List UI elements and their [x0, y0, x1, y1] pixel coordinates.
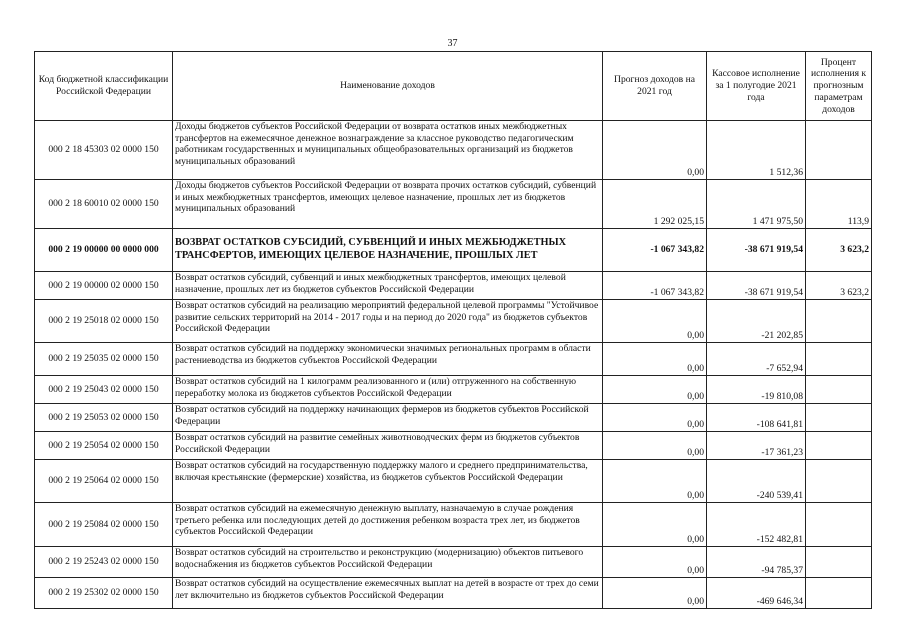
header-forecast: Прогноз доходов на 2021 год	[603, 52, 707, 121]
row-code: 000 2 19 25064 02 0000 150	[35, 460, 173, 503]
row-forecast: -1 067 343,82	[603, 272, 707, 300]
page-number: 37	[447, 38, 458, 49]
header-percent: Процент исполнения к прогнозным параметрам доходов	[806, 52, 872, 121]
row-code: 000 2 19 25018 02 0000 150	[35, 300, 173, 343]
table-row	[35, 547, 872, 578]
row-forecast: 0,00	[603, 343, 707, 376]
row-actual: -38 671 919,54	[707, 272, 806, 300]
row-name: Возврат остатков субсидий на развитие семейных животноводческих ферм из бюджетов субъектов Российской Федерации	[173, 432, 603, 460]
row-percent	[806, 503, 872, 547]
row-forecast: 0,00	[603, 460, 707, 503]
row-name: Возврат остатков субсидий на государственную поддержку малого и среднего предпринимательства, включая крестьянские (фермерские) хозяйства, из бюджетов субъектов Российской Федерации	[173, 460, 603, 503]
row-percent: 113,9	[806, 180, 872, 229]
row-percent	[806, 404, 872, 432]
row-code: 000 2 19 00000 00 0000 000	[35, 229, 173, 272]
row-actual: -240 539,41	[707, 460, 806, 503]
row-percent	[806, 432, 872, 460]
row-forecast: 0,00	[603, 376, 707, 404]
table-row	[35, 180, 872, 229]
table-row	[35, 578, 872, 609]
header-code: Код бюджетной классификации Российской Федерации	[35, 52, 173, 121]
row-name: Возврат остатков субсидий на поддержку экономически значимых региональных программ в области растениеводства из бюджетов субъектов Российской Федерации	[173, 343, 603, 376]
row-code: 000 2 19 25043 02 0000 150	[35, 376, 173, 404]
row-percent: 3 623,2	[806, 272, 872, 300]
row-name: Возврат остатков субсидий на строительство и реконструкцию (модернизацию) объектов питьевого водоснабжения из бюджетов субъектов Российской Федерации	[173, 547, 603, 578]
row-code: 000 2 19 25084 02 0000 150	[35, 503, 173, 547]
table-row	[35, 300, 872, 343]
row-percent	[806, 460, 872, 503]
row-forecast: 0,00	[603, 503, 707, 547]
row-name: Доходы бюджетов субъектов Российской Федерации от возврата прочих остатков субсидий, субвенций и иных межбюджетных трансфертов, имеющих целевое назначение, прошлых лет из бюджетов муниципальных образований	[173, 180, 603, 229]
row-name: Возврат остатков субсидий на осуществление ежемесячных выплат на детей в возрасте от трех до семи лет включительно из бюджетов субъектов Российской Федерации	[173, 578, 603, 609]
row-name: Возврат остатков субсидий на реализацию мероприятий федеральной целевой программы "Устойчивое развитие сельских территорий на 2014 - 2017 годы и на период до 2020 года" из бюджетов субъектов Российской Федерации	[173, 300, 603, 343]
row-actual: 1 512,36	[707, 121, 806, 180]
row-name: Возврат остатков субсидий на поддержку начинающих фермеров из бюджетов субъектов Российской Федерации	[173, 404, 603, 432]
row-code: 000 2 19 00000 02 0000 150	[35, 272, 173, 300]
row-percent	[806, 343, 872, 376]
table-row	[35, 376, 872, 404]
row-code: 000 2 19 25054 02 0000 150	[35, 432, 173, 460]
row-code: 000 2 18 60010 02 0000 150	[35, 180, 173, 229]
table-row	[35, 460, 872, 503]
header-actual: Кассовое исполнение за 1 полугодие 2021 года	[707, 52, 806, 121]
row-actual: -38 671 919,54	[707, 229, 806, 272]
row-actual: -469 646,34	[707, 578, 806, 609]
row-name: Возврат остатков субсидий на ежемесячную денежную выплату, назначаемую в случае рождения третьего ребенка или последующих детей до достижения ребенком возраста трех лет, из бюджетов субъектов Российской Федерации	[173, 503, 603, 547]
table-row	[35, 229, 872, 272]
row-actual: -108 641,81	[707, 404, 806, 432]
row-actual: -152 482,81	[707, 503, 806, 547]
row-percent	[806, 121, 872, 180]
table-body	[35, 121, 872, 609]
row-name: ВОЗВРАТ ОСТАТКОВ СУБСИДИЙ, СУБВЕНЦИЙ И ИНЫХ МЕЖБЮДЖЕТНЫХ ТРАНСФЕРТОВ, ИМЕЮЩИХ ЦЕЛЕВОЕ НАЗНАЧЕНИЕ, ПРОШЛЫХ ЛЕТ	[173, 229, 603, 272]
row-forecast: 0,00	[603, 121, 707, 180]
table-row	[35, 432, 872, 460]
row-forecast: 1 292 025,15	[603, 180, 707, 229]
row-percent: 3 623,2	[806, 229, 872, 272]
row-code: 000 2 19 25053 02 0000 150	[35, 404, 173, 432]
row-forecast: 0,00	[603, 578, 707, 609]
row-actual: -17 361,23	[707, 432, 806, 460]
row-name: Доходы бюджетов субъектов Российской Федерации от возврата остатков иных межбюджетных трансфертов на ежемесячное денежное вознаграждение за классное руководство педагогическим работникам государственных и муниципальных общеобразовательных организаций из бюджетов муниципальных образований	[173, 121, 603, 180]
revenue-table	[34, 51, 872, 609]
row-forecast: 0,00	[603, 300, 707, 343]
row-code: 000 2 19 25035 02 0000 150	[35, 343, 173, 376]
table-row	[35, 343, 872, 376]
row-percent	[806, 547, 872, 578]
table-row	[35, 121, 872, 180]
row-code: 000 2 18 45303 02 0000 150	[35, 121, 173, 180]
row-actual: -19 810,08	[707, 376, 806, 404]
row-actual: 1 471 975,50	[707, 180, 806, 229]
table-row	[35, 503, 872, 547]
table-row	[35, 404, 872, 432]
row-actual: -21 202,85	[707, 300, 806, 343]
row-forecast: 0,00	[603, 432, 707, 460]
header-name: Наименование доходов	[173, 52, 603, 121]
row-name: Возврат остатков субсидий, субвенций и иных межбюджетных трансфертов, имеющих целевой назначение, прошлых лет из бюджетов субъектов Российской Федерации	[173, 272, 603, 300]
row-code: 000 2 19 25302 02 0000 150	[35, 578, 173, 609]
row-name: Возврат остатков субсидий на 1 килограмм реализованного и (или) отгруженного на собственную переработку молока из бюджетов субъектов Российской Федерации	[173, 376, 603, 404]
row-percent	[806, 376, 872, 404]
row-percent	[806, 578, 872, 609]
row-forecast: 0,00	[603, 547, 707, 578]
row-actual: -94 785,37	[707, 547, 806, 578]
row-percent	[806, 300, 872, 343]
row-actual: -7 652,94	[707, 343, 806, 376]
row-code: 000 2 19 25243 02 0000 150	[35, 547, 173, 578]
header-row	[35, 52, 872, 121]
table-row	[35, 272, 872, 300]
row-forecast: -1 067 343,82	[603, 229, 707, 272]
row-forecast: 0,00	[603, 404, 707, 432]
